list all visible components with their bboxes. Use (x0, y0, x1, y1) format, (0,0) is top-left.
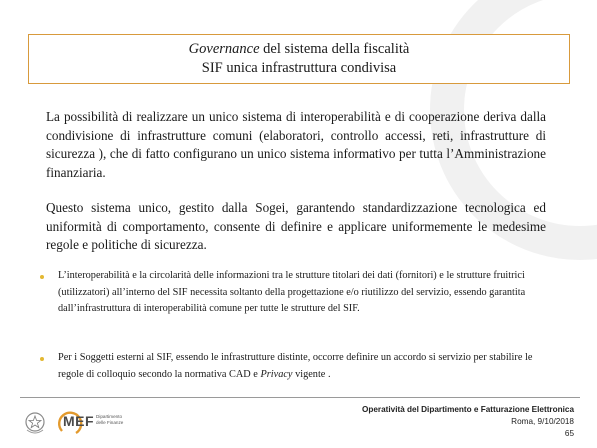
footer-divider (20, 397, 580, 398)
paragraph-1: La possibilità di realizzare un unico sistema di interoperabilità e di cooperazione deriva dalla condivisione di infrastrutture comuni (elaboratori, controllo accessi, reti, infrastrutture di sicurezza ), che di fatto configurano un unico sistema informativo per tutta l’Amministrazione finanziaria. (46, 109, 546, 180)
bullet-text-1: L’interoperabilità e la circolarità delle informazioni tra le strutture titolari dei dati (fornitori) e le strutture fruitrici (utilizzatori) all’interno del SIF necessita soltanto della progettazione e/o riutilizzo del servizio, essendo garantita dall’infrastruttura di interoperabilità comune per tutte le strutture del SIF. (58, 270, 526, 314)
bullet-item-2 (48, 350, 548, 383)
title-italic: Governance (188, 41, 260, 57)
bullet-icon (40, 275, 44, 279)
footer-info (362, 404, 574, 440)
slide-title (28, 34, 570, 84)
bullet2-italic: Privacy (260, 368, 293, 380)
paragraph-2: Questo sistema unico, gestito dalla Sogei, garantendo standardizzazione tecnologica ed uniformità di comportamento, consente di definire e applicare uniformemente le medesime regole e politiche di sicurezza. (46, 200, 546, 252)
bullet2-before: Per i Soggetti esterni al SIF, essendo le infrastrutture distinte, occorre definire un accordo si servizio per stabilire le regole di colloquio secondo la normativa CAD e (58, 352, 533, 380)
bullet-text-2 (48, 350, 548, 383)
page-number: 65 (564, 429, 574, 438)
title-line-1 (29, 40, 569, 59)
footer-date: Roma, 9/10/2018 (511, 417, 574, 426)
footer-title: Operatività del Dipartimento e Fatturazione Elettronica (361, 405, 574, 414)
mef-department-text: Dipartimento delle Finanze (96, 414, 124, 425)
bullet2-after: vigente . (292, 368, 331, 380)
title-rest: del sistema della fiscalità (259, 41, 410, 57)
bullet-icon (40, 357, 44, 361)
title-line-2: SIF unica infrastruttura condivisa (201, 60, 397, 76)
republic-emblem-icon (24, 410, 46, 436)
bullet-item-1 (48, 268, 548, 318)
mef-logo-text: MEF (63, 413, 95, 429)
